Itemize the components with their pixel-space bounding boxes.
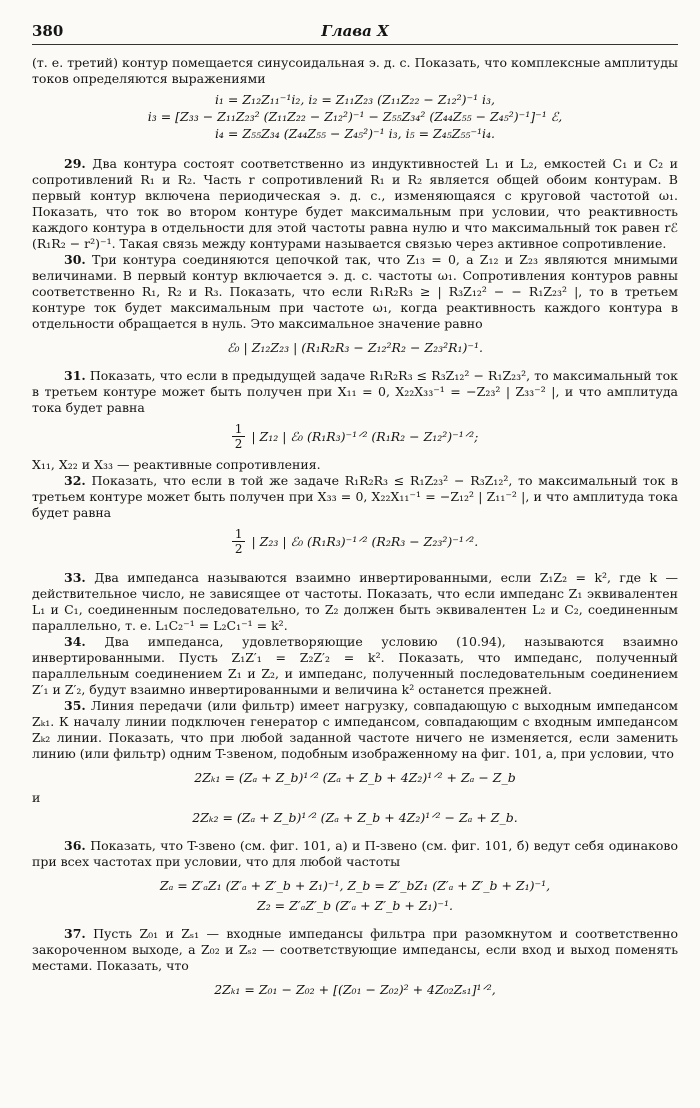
problem-37-formula: 2Zₖ₁ = Z₀₁ − Z₀₂ + [(Z₀₁ − Z₀₂)² + 4Z₀₂Zₛ₁]¹ᐟ², — [214, 982, 496, 997]
problem-33 — [32, 570, 678, 634]
problem-number: 32. — [64, 473, 86, 488]
problem-32-formula: | Z₂₃ | ℰ₀ (R₁R₃)⁻¹ᐟ² (R₂R₃ − Z₂₃²)⁻¹ᐟ². — [251, 533, 479, 549]
problem-number: 29. — [64, 156, 86, 171]
problem-31-formula-row — [32, 422, 678, 451]
problem-number: 36. — [64, 838, 86, 853]
problem-35-formula-2: 2Zₖ₂ = (Zₐ + Z_b)¹ᐟ² (Zₐ + Z_b + 4Z₂)¹ᐟ² − Zₐ + Z_b. — [192, 810, 518, 825]
running-header — [32, 18, 678, 45]
problem-29 — [32, 156, 678, 252]
problem-text: Два импеданса называются взаимно инвертированными, если Z₁Z₂ = k², где k — действительное число, не зависящее от частоты. Показать, что если импеданс Z₁ эквивалентен L₁ и C₁, соединенным последовательно, то Z₂ должен быть эквивалентен L₂ и C₂, соединенным параллельно, т. е. L₁C₂⁻¹ = L₂C₁⁻¹ = k². — [32, 570, 678, 633]
problem-number: 33. — [64, 570, 86, 585]
problem-number: 35. — [64, 698, 86, 713]
problem-35-formula-1: 2Zₖ₁ = (Zₐ + Z_b)¹ᐟ² (Zₐ + Z_b + 4Z₂)¹ᐟ² + Zₐ − Z_b — [194, 770, 516, 785]
problem-number: 34. — [64, 634, 86, 649]
problem-text: Два контура состоят соответственно из индуктивностей L₁ и L₂, емкостей C₁ и C₂ и сопротивлений R₁ и R₂. Часть r сопротивлений R₁ и R₂ является общей обоим контурам. В первый контур включена периодическая э. д. с., изменяющаяся с круговой частотой ω₁. Показать, что ток во втором контуре будет максимальным при условии, что реактивность каждого контура в отдельности для этой частоты равна нулю и что максимальный ток равен rℰ (R₁R₂ − r²)⁻¹. Такая связь между контурами называется связью через активное сопротивление. — [32, 156, 678, 251]
fraction-numerator: 1 — [232, 422, 246, 437]
chapter-title: Глава X — [321, 22, 389, 40]
problem-36-formula-2: Z₂ = Z′ₐZ′_b (Z′ₐ + Z′_b + Z₁)⁻¹. — [257, 898, 453, 913]
problem-31-note: X₁₁, X₂₂ и X₃₃ — реактивные сопротивления. — [32, 457, 321, 472]
problem-text: Три контура соединяются цепочкой так, что Z₁₃ = 0, а Z₁₂ и Z₂₃ являются мнимыми величинами. В первый контур включается э. д. с. частоты ω₁. Сопротивления контуров равны соответственно R₁, R₂ и R₃. Показать, что если R₁R₂R₃ ≥ | R₃Z₁₂² − − R₁Z₂₃² |, то в третьем контуре ток будет максимальным при частоте ω₁, когда реактивность каждого контура в отдельности обращается в нуль. Это максимальное значение равно — [32, 252, 678, 331]
problem-text: Показать, что если в той же задаче R₁R₂R₃ ≤ R₁Z₂₃² − R₃Z₁₂², то максимальный ток в третьем контуре может быть получен при X₃₃ = 0, X₂₂X₁₁⁻¹ = −Z₁₂² | Z₁₁⁻² |, и что амплитуда тока будет равна — [32, 473, 678, 520]
problem-32-formula-row — [32, 527, 678, 556]
problem-35 — [32, 698, 678, 762]
problem-36 — [32, 838, 678, 870]
page-number: 380 — [32, 22, 64, 40]
fraction-denominator: 2 — [234, 542, 243, 556]
problem-32 — [32, 473, 678, 521]
fraction-denominator: 2 — [234, 437, 243, 451]
problem-number: 31. — [64, 368, 86, 383]
intro-paragraph: (т. е. третий) контур помещается синусоидальная э. д. с. Показать, что комплексные амплитуды токов определяются выражениями — [32, 55, 678, 86]
problem-31 — [32, 368, 678, 416]
problem-31-formula: | Z₁₂ | ℰ₀ (R₁R₃)⁻¹ᐟ² (R₁R₂ − Z₁₂²)⁻¹ᐟ²; — [251, 428, 479, 444]
problem-text: Два импеданса, удовлетворяющие условию (10.94), называются взаимно инвертированными. Пусть Z₁Z′₁ = Z₂Z′₂ = k². Показать, что импеданс, полученный параллельным соединением Z₁ и Z₂, и импеданс, полученный последовательным соединением Z′₁ и Z′₂, будут взаимно инвертированными и величина k² останется прежней. — [32, 634, 678, 697]
problem-text: Показать, что если в предыдущей задаче R₁R₂R₃ ≤ R₃Z₁₂² − R₁Z₂₃², то максимальный ток в третьем контуре может быть получен при X₁₁ = 0, X₂₂X₃₃⁻¹ = −Z₂₃² | Z₃₃⁻² |, и что амплитуда тока будет равна — [32, 368, 678, 415]
problem-number: 30. — [64, 252, 86, 267]
conjunction-and: и — [32, 790, 41, 805]
problem-number: 37. — [64, 926, 86, 941]
fraction-one-half — [232, 527, 246, 556]
intro-formula-1: i₁ = Z₁₂Z₁₁⁻¹i₂, i₂ = Z₁₁Z₂₃ (Z₁₁Z₂₂ − Z₁₂²)⁻¹ i₃, — [214, 92, 496, 107]
problem-text: Линия передачи (или фильтр) имеет нагрузку, совпадающую с выходным импедансом Zₖ₁. К началу линии подключен генератор с импедансом, совпадающим с входным импедансом Zₖ₂ линии. Показать, что при любой заданной частоте ничего не изменяется, если заменить линию (или фильтр) одним T-звеном, подобным изображенному на фиг. 101, а, при условии, что — [32, 698, 678, 761]
problem-text: Показать, что T-звено (см. фиг. 101, а) и П-звено (см. фиг. 101, б) ведут себя одинаково при всех частотах при условии, что для любой частоты — [32, 838, 678, 869]
intro-formula-2: i₃ = [Z₃₃ − Z₁₁Z₂₃² (Z₁₁Z₂₂ − Z₁₂²)⁻¹ − Z₅₅Z₃₄² (Z₄₄Z₅₅ − Z₄₅²)⁻¹]⁻¹ ℰ, — [147, 109, 563, 124]
problem-30-formula: ℰ₀ | Z₁₂Z₂₃ | (R₁R₂R₃ − Z₁₂²R₂ − Z₂₃²R₁)⁻¹. — [226, 340, 484, 355]
fraction-one-half — [232, 422, 246, 451]
problem-37 — [32, 926, 678, 974]
problem-34 — [32, 634, 678, 698]
problem-text: Пусть Z₀₁ и Zₛ₁ — входные импедансы фильтра при разомкнутом и соответственно закороченном выходе, а Z₀₂ и Zₛ₂ — соответствующие импедансы, если вход и выход поменять местами. Показать, что — [32, 926, 678, 973]
problem-36-formula-1: Zₐ = Z′ₐZ₁ (Z′ₐ + Z′_b + Z₁)⁻¹, Z_b = Z′_bZ₁ (Z′ₐ + Z′_b + Z₁)⁻¹, — [159, 878, 551, 893]
fraction-numerator: 1 — [232, 527, 246, 542]
problem-30 — [32, 252, 678, 332]
intro-formula-3: i₄ = Z₅₅Z₃₄ (Z₄₄Z₅₅ − Z₄₅²)⁻¹ i₃, i₅ = Z₄₅Z₅₅⁻¹i₄. — [214, 126, 496, 141]
